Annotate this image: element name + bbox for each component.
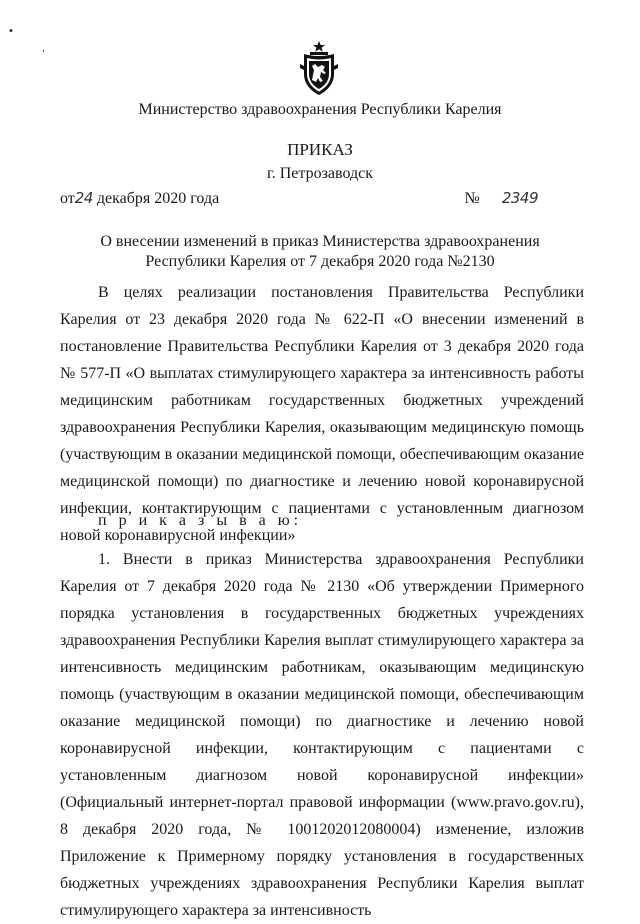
order-title: ПРИКАЗ	[287, 140, 353, 159]
order-number	[465, 188, 538, 209]
order-date	[60, 188, 219, 209]
order-subject: О внесении изменений в приказ Министерства здравоохранения Республики Карелия от 7 декабря 2020 года №2130	[100, 233, 540, 270]
ministry-name: Министерство здравоохранения Республики Карелия	[138, 101, 502, 118]
scan-mark-icon: ,	[42, 44, 45, 54]
date-rest: декабря 2020 года	[92, 190, 220, 207]
item-1-paragraph: 1. Внести в приказ Министерства здравоохранения Республики Карелия от 7 декабря 2020 года № 2130 «Об утверждении Примерного порядка установления в государственных бюджетных учреждениях здравоохранения Республики Карелия выплат стимулирующего характера за интенсивность медицинским работникам, оказывающим медицинскую помощь (участвующим в оказании медицинской помощи, обеспечивающим оказание медицинской помощи) по диагностике и лечению новой коронавирусной инфекции, контактирующим с пациентами с установленным диагнозом новой коронавирусной инфекции» (Официальный интернет-портал правовой информации (www.pravo.gov.ru), 8 декабря 2020 года, № 1001202012080004) изменение, изложив Приложение к Примерному порядку установления в государственных бюджетных учреждениях здравоохранения Республики Карелия выплат стимулирующего характера за интенсивность	[60, 551, 584, 919]
handwritten-number: 2349	[501, 189, 538, 207]
date-prefix: от	[60, 190, 75, 207]
handwritten-day: 24	[74, 189, 93, 207]
order-date-row	[60, 188, 580, 210]
city-name: г. Петрозаводск	[266, 165, 374, 182]
directive-word: п р и к а з ы в а ю:	[98, 512, 303, 529]
preamble-paragraph: В целях реализации постановления Правительства Республики Карелия от 23 декабря 2020 года № 622-П «О внесении изменений в постановление Правительства Республики Карелия от 3 декабря 2020 года № 577-П «О выплатах стимулирующего характера за интенсивность работы медицинским работникам государственных бюджетных учреждений здравоохранения Республики Карелия, оказывающим медицинскую помощь (участвующим в оказании медицинской помощи, обеспечивающим оказание медицинской помощи) по диагностике и лечению новой коронавирусной инфекции, контактирующим с пациентами с установленным диагнозом новой коронавирусной инфекции»	[60, 284, 584, 544]
number-sign: №	[464, 190, 480, 207]
karelia-coat-of-arms-icon	[296, 40, 342, 96]
scan-dot-icon: •	[8, 26, 14, 37]
